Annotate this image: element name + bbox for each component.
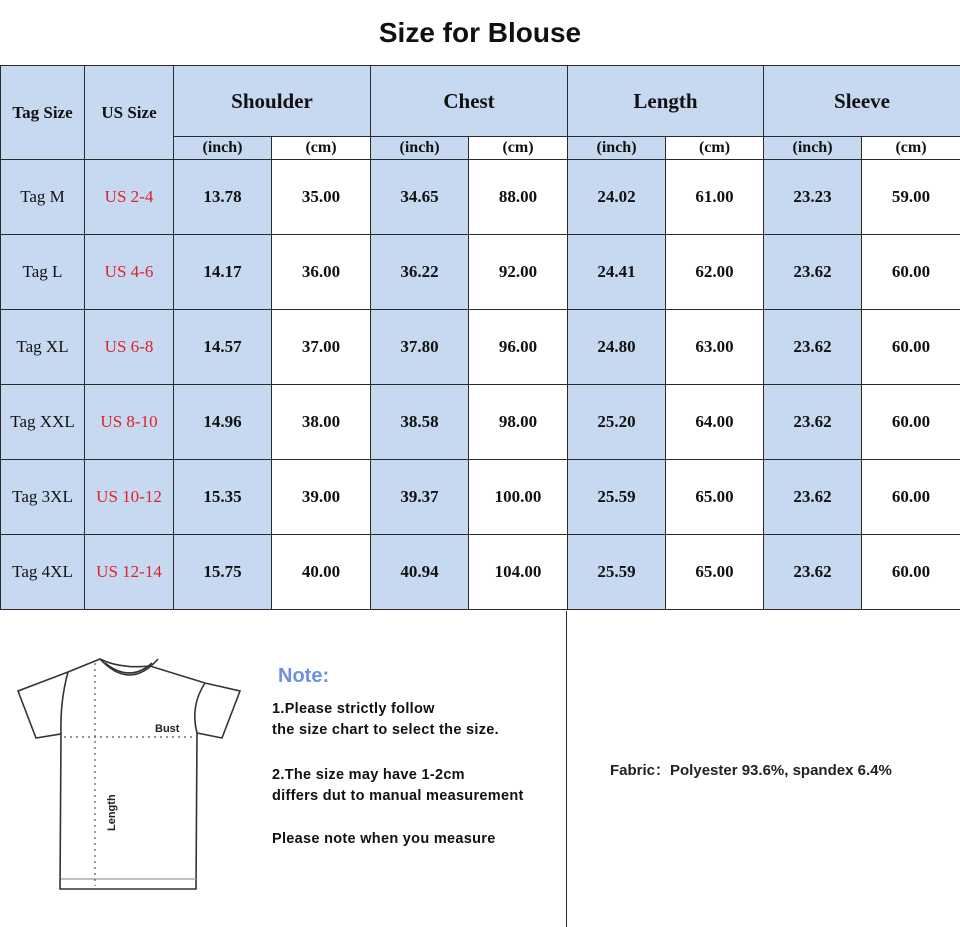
- inch-value-cell: 25.20: [568, 385, 666, 460]
- table-row: [1, 535, 960, 610]
- fabric-panel: [567, 611, 960, 927]
- cm-value-cell: 98.00: [469, 385, 568, 460]
- inch-value-cell: 24.80: [568, 310, 666, 385]
- note-line-3: Please note when you measure: [272, 831, 496, 847]
- cm-value-cell: 36.00: [272, 235, 371, 310]
- table-row: [1, 160, 960, 235]
- inch-value-cell: 24.41: [568, 235, 666, 310]
- unit-inch: (inch): [764, 137, 862, 160]
- cm-value-cell: 60.00: [862, 535, 960, 610]
- note-line-1b: the size chart to select the size.: [272, 722, 499, 738]
- inch-value-cell: 23.62: [764, 235, 862, 310]
- inch-value-cell: 14.57: [174, 310, 272, 385]
- bust-label: Bust: [155, 723, 180, 735]
- tag-size-cell: Tag XL: [1, 310, 85, 385]
- tag-size-cell: Tag 4XL: [1, 535, 85, 610]
- cm-value-cell: 88.00: [469, 160, 568, 235]
- us-size-cell: US 8-10: [85, 385, 174, 460]
- inch-value-cell: 37.80: [371, 310, 469, 385]
- header-chest: Chest: [371, 66, 568, 137]
- cm-value-cell: 61.00: [666, 160, 764, 235]
- unit-inch: (inch): [568, 137, 666, 160]
- us-size-cell: US 2-4: [85, 160, 174, 235]
- table-row: [1, 385, 960, 460]
- cm-value-cell: 104.00: [469, 535, 568, 610]
- inch-value-cell: 15.75: [174, 535, 272, 610]
- inch-value-cell: 15.35: [174, 460, 272, 535]
- header-shoulder: Shoulder: [174, 66, 371, 137]
- cm-value-cell: 92.00: [469, 235, 568, 310]
- cm-value-cell: 59.00: [862, 160, 960, 235]
- cm-value-cell: 37.00: [272, 310, 371, 385]
- us-size-cell: US 10-12: [85, 460, 174, 535]
- cm-value-cell: 60.00: [862, 460, 960, 535]
- note-line-2b: differs dut to manual measurement: [272, 788, 524, 804]
- note-title: Note:: [278, 665, 330, 687]
- cm-value-cell: 40.00: [272, 535, 371, 610]
- table-row: [1, 460, 960, 535]
- tag-size-cell: Tag M: [1, 160, 85, 235]
- cm-value-cell: 65.00: [666, 460, 764, 535]
- table-row: [1, 235, 960, 310]
- cm-value-cell: 63.00: [666, 310, 764, 385]
- cm-value-cell: 35.00: [272, 160, 371, 235]
- unit-cm: (cm): [272, 137, 371, 160]
- cm-value-cell: 65.00: [666, 535, 764, 610]
- inch-value-cell: 40.94: [371, 535, 469, 610]
- cm-value-cell: 100.00: [469, 460, 568, 535]
- inch-value-cell: 14.96: [174, 385, 272, 460]
- inch-value-cell: 23.62: [764, 535, 862, 610]
- cm-value-cell: 60.00: [862, 235, 960, 310]
- inch-value-cell: 14.17: [174, 235, 272, 310]
- fabric-text: Fabric：Polyester 93.6%, spandex 6.4%: [610, 762, 892, 779]
- us-size-cell: US 6-8: [85, 310, 174, 385]
- header-tag-size: Tag Size: [1, 66, 85, 160]
- cm-value-cell: 39.00: [272, 460, 371, 535]
- size-table: [0, 65, 960, 610]
- note-line-2a: 2.The size may have 1-2cm: [272, 767, 465, 783]
- table-row: [1, 310, 960, 385]
- tag-size-cell: Tag L: [1, 235, 85, 310]
- tshirt-diagram-icon: [0, 611, 270, 911]
- cm-value-cell: 38.00: [272, 385, 371, 460]
- header-sleeve: Sleeve: [764, 66, 960, 137]
- header-us-size: US Size: [85, 66, 174, 160]
- inch-value-cell: 23.62: [764, 460, 862, 535]
- inch-value-cell: 34.65: [371, 160, 469, 235]
- inch-value-cell: 23.23: [764, 160, 862, 235]
- inch-value-cell: 36.22: [371, 235, 469, 310]
- unit-cm: (cm): [862, 137, 960, 160]
- inch-value-cell: 39.37: [371, 460, 469, 535]
- inch-value-cell: 38.58: [371, 385, 469, 460]
- inch-value-cell: 23.62: [764, 385, 862, 460]
- cm-value-cell: 62.00: [666, 235, 764, 310]
- unit-inch: (inch): [174, 137, 272, 160]
- cm-value-cell: 64.00: [666, 385, 764, 460]
- inch-value-cell: 25.59: [568, 460, 666, 535]
- inch-value-cell: 13.78: [174, 160, 272, 235]
- measurement-panel: [0, 611, 567, 927]
- unit-cm: (cm): [469, 137, 568, 160]
- inch-value-cell: 23.62: [764, 310, 862, 385]
- us-size-cell: US 12-14: [85, 535, 174, 610]
- page-title: Size for Blouse: [378, 16, 582, 48]
- unit-cm: (cm): [666, 137, 764, 160]
- inch-value-cell: 24.02: [568, 160, 666, 235]
- unit-inch: (inch): [371, 137, 469, 160]
- note-line-1a: 1.Please strictly follow: [272, 701, 435, 717]
- length-label: Length: [106, 794, 118, 831]
- cm-value-cell: 60.00: [862, 310, 960, 385]
- inch-value-cell: 25.59: [568, 535, 666, 610]
- cm-value-cell: 96.00: [469, 310, 568, 385]
- cm-value-cell: 60.00: [862, 385, 960, 460]
- tag-size-cell: Tag 3XL: [1, 460, 85, 535]
- us-size-cell: US 4-6: [85, 235, 174, 310]
- tag-size-cell: Tag XXL: [1, 385, 85, 460]
- header-length: Length: [568, 66, 764, 137]
